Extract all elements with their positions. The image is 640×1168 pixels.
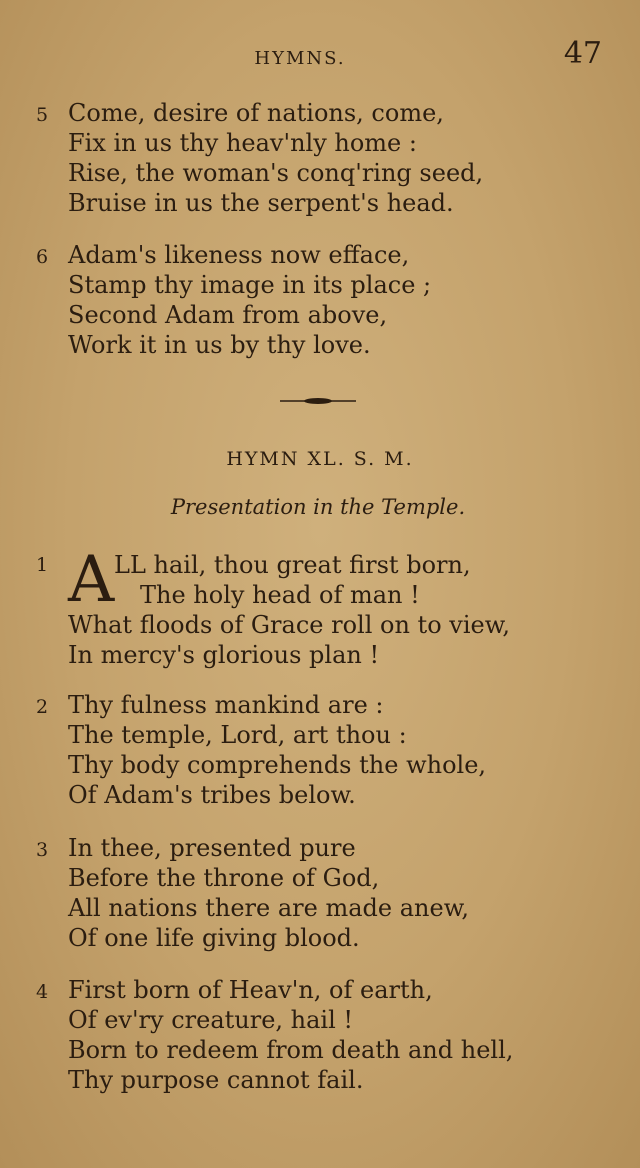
- stanza-number: 5: [36, 104, 49, 126]
- verse-line: Of one life giving blood.: [68, 924, 360, 952]
- running-header: HYMNS.: [254, 48, 346, 69]
- drop-cap: A: [68, 543, 115, 617]
- verse-line: Thy body comprehends the whole,: [68, 751, 487, 779]
- verse-line: Fix in us thy heav'nly home :: [68, 129, 417, 157]
- verse-line: Before the throne of God,: [68, 864, 380, 892]
- verse-line: What floods of Grace roll on to view,: [68, 611, 511, 639]
- hymn-heading: HYMN XL. S. M.: [226, 448, 414, 470]
- verse-line: Come, desire of nations, come,: [68, 99, 444, 127]
- ornament-divider: [280, 395, 356, 407]
- verse-line: In thee, presented pure: [68, 834, 356, 862]
- verse-line: LL hail, thou great first born,: [114, 551, 471, 579]
- verse-line: Bruise in us the serpent's head.: [68, 189, 454, 217]
- page-number: 47: [563, 36, 602, 71]
- verse-line: The temple, Lord, art thou :: [68, 721, 407, 749]
- stanza-4: [36, 975, 616, 1095]
- stanza-1: [36, 543, 616, 670]
- stanza-2: [36, 690, 616, 810]
- verse-line: Born to redeem from death and hell,: [68, 1036, 514, 1064]
- stanza-number: 3: [36, 839, 49, 861]
- hymn-subtitle: Presentation in the Temple.: [170, 495, 466, 519]
- verse-line: Second Adam from above,: [68, 301, 388, 329]
- stanza-number: 4: [36, 981, 49, 1003]
- verse-line: Thy fulness mankind are :: [68, 691, 384, 719]
- verse-line: Work it in us by thy love.: [68, 331, 371, 359]
- verse-line: Rise, the woman's conq'ring seed,: [68, 159, 484, 187]
- verse-line: Stamp thy image in its place ;: [68, 271, 432, 299]
- verse-line: The holy head of man !: [140, 581, 420, 609]
- verse-line: In mercy's glorious plan !: [68, 641, 380, 669]
- stanza-5: [36, 98, 616, 218]
- stanza-6: [36, 240, 616, 360]
- verse-line: Thy purpose cannot fail.: [68, 1066, 364, 1094]
- stanza-number: 2: [36, 696, 49, 718]
- stanza-number: 6: [36, 246, 49, 268]
- verse-line: First born of Heav'n, of earth,: [68, 976, 433, 1004]
- verse-line: Of Adam's tribes below.: [68, 781, 356, 809]
- stanza-number: 1: [36, 554, 49, 576]
- stanza-3: [36, 833, 616, 953]
- verse-line: Of ev'ry creature, hail !: [68, 1006, 354, 1034]
- verse-line: Adam's likeness now efface,: [68, 241, 410, 269]
- verse-line: All nations there are made anew,: [68, 894, 470, 922]
